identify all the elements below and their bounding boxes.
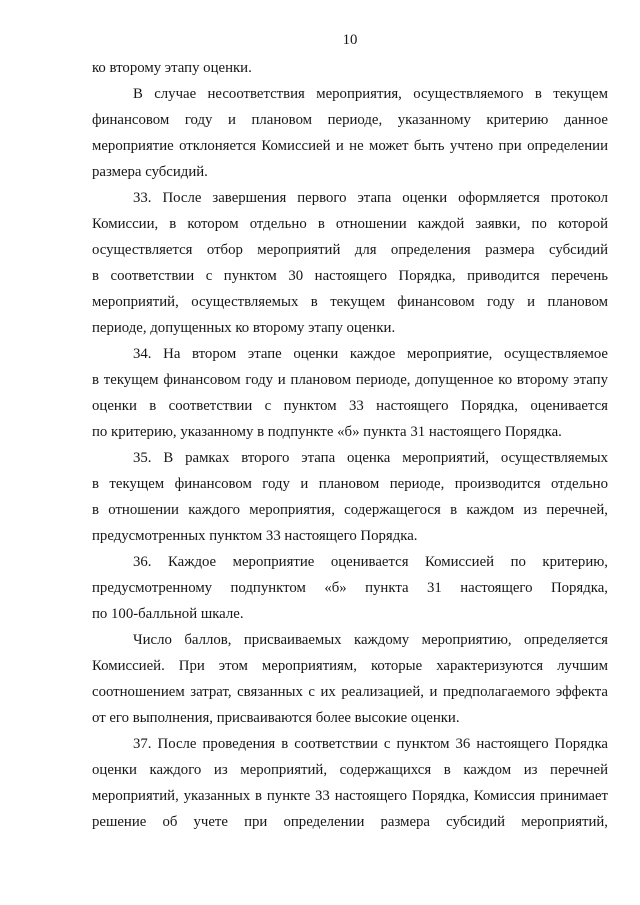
paragraph-line: Комиссией. При этом мероприятиям, которые характеризуются лучшим — [92, 658, 608, 674]
paragraph-score-count — [92, 627, 608, 731]
paragraph-37 — [92, 731, 608, 835]
paragraph-line: оценки в соответствии с пунктом 33 настоящего Порядка, оценивается — [92, 398, 608, 414]
paragraph-line: предусмотренному подпунктом «б» пункта 31 настоящего Порядка, — [92, 580, 608, 596]
paragraph-line: 37. После проведения в соответствии с пунктом 36 настоящего Порядка — [133, 736, 608, 752]
paragraph-line: оценки каждого из мероприятий, содержащихся в каждом из перечней — [92, 762, 608, 778]
paragraph-line: в соответствии с пунктом 30 настоящего Порядка, приводится перечень — [92, 268, 608, 284]
paragraph-line: периоде, допущенных ко второму этапу оценки. — [92, 320, 396, 336]
paragraph-line: предусмотренных пунктом 33 настоящего Порядка. — [92, 528, 418, 544]
paragraph-line: 35. В рамках второго этапа оценка мероприятий, осуществляемых — [133, 450, 608, 466]
paragraph-line: мероприятий, указанных в пункте 33 настоящего Порядка, Комиссия принимает — [92, 788, 608, 804]
paragraph-33 — [92, 185, 608, 341]
paragraph-line: от его выполнения, присваиваются более высокие оценки. — [92, 710, 460, 726]
paragraph-line: в текущем финансовом году и плановом периоде, допущенное ко второму этапу — [92, 372, 608, 388]
paragraph-36 — [92, 549, 608, 627]
paragraph-line: мероприятий, осуществляемых в текущем финансовом году и плановом — [92, 294, 608, 310]
paragraph-line: Число баллов, присваиваемых каждому мероприятию, определяется — [133, 632, 608, 648]
paragraph-line: соотношением затрат, связанных с их реализацией, и предполагаемого эффекта — [92, 684, 608, 700]
paragraph-line: размера субсидий. — [92, 164, 208, 180]
paragraph-continuation — [92, 55, 608, 81]
paragraph-line: 36. Каждое мероприятие оценивается Комиссией по критерию, — [133, 554, 608, 570]
page-number: 10 — [342, 32, 358, 48]
paragraph-line: мероприятие отклоняется Комиссией и не может быть учтено при определении — [92, 138, 608, 154]
document-body — [92, 55, 608, 835]
paragraph-line: в отношении каждого мероприятия, содержащегося в каждом из перечней, — [92, 502, 608, 518]
paragraph-line: В случае несоответствия мероприятия, осуществляемого в текущем — [133, 86, 608, 102]
paragraph-35 — [92, 445, 608, 549]
paragraph-line: 33. После завершения первого этапа оценки оформляется протокол — [133, 190, 608, 206]
paragraph-nonconformity — [92, 81, 608, 185]
paragraph-line: Комиссии, в котором отдельно в отношении каждой заявки, по которой — [92, 216, 608, 232]
paragraph-line: финансовом году и плановом периоде, указанному критерию данное — [92, 112, 608, 128]
paragraph-line: ко второму этапу оценки. — [92, 60, 252, 76]
paragraph-34 — [92, 341, 608, 445]
paragraph-line: 34. На втором этапе оценки каждое мероприятие, осуществляемое — [133, 346, 608, 362]
paragraph-line: в текущем финансовом году и плановом периоде, производится отдельно — [92, 476, 608, 492]
paragraph-line: осуществляется отбор мероприятий для определения размера субсидий — [92, 242, 608, 258]
paragraph-line: решение об учете при определении размера субсидий мероприятий, — [92, 814, 608, 830]
paragraph-line: по 100-балльной шкале. — [92, 606, 244, 622]
paragraph-line: по критерию, указанному в подпункте «б» пункта 31 настоящего Порядка. — [92, 424, 562, 440]
